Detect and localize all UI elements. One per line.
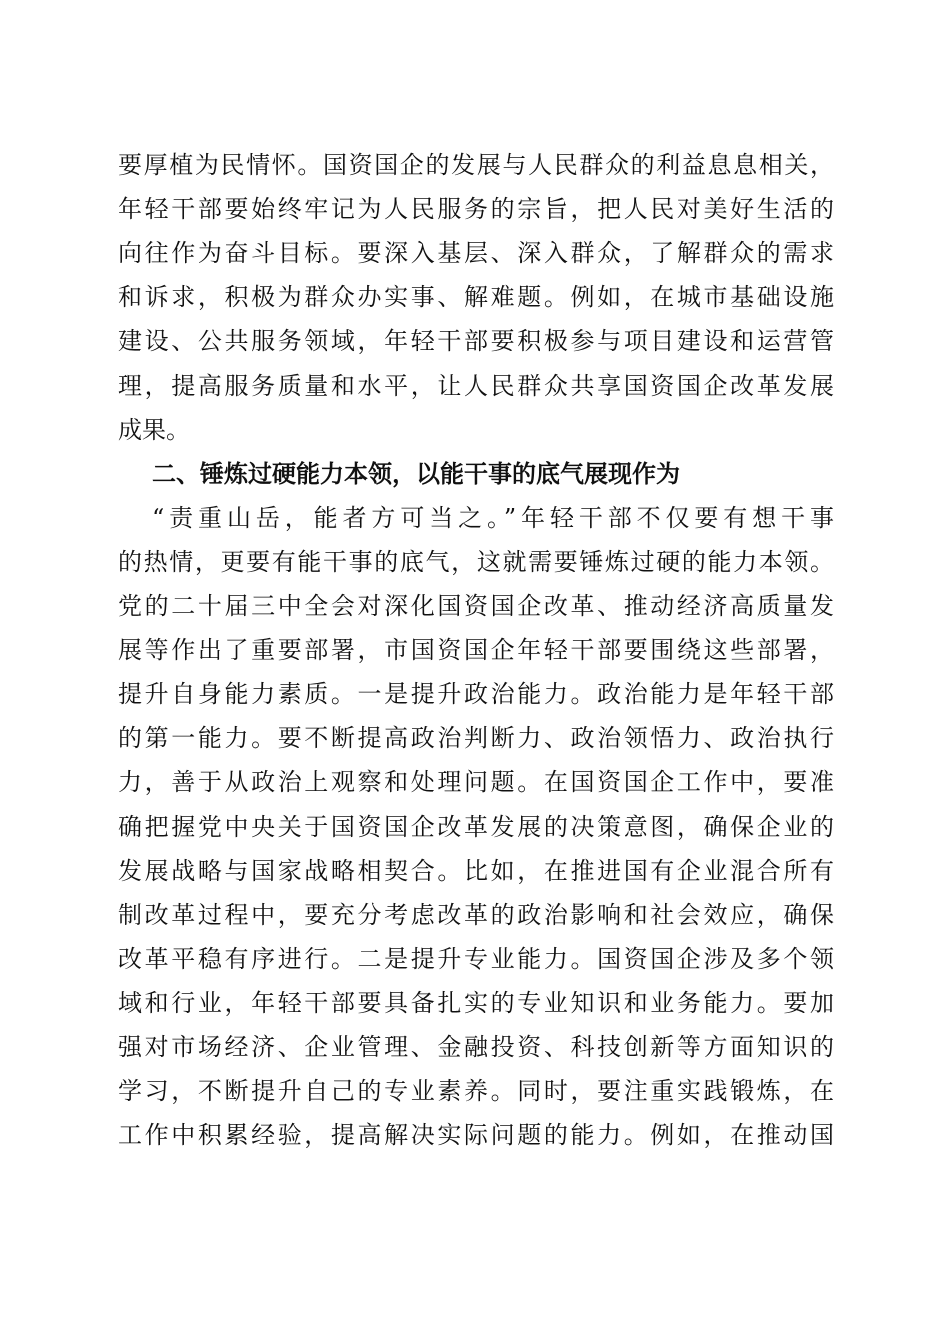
paragraph-line: 和诉求，积极为群众办实事、解难题。例如，在城市基础设施 [118,283,834,312]
paragraph-line: “责重山岳，能者方可当之。”年轻干部不仅要有想干事 [152,503,834,532]
paragraph-line: 的热情，更要有能干事的底气，这就需要锤炼过硬的能力本领。 [118,547,834,576]
paragraph-line: 党的二十届三中全会对深化国资国企改革、推动经济高质量发 [118,592,834,620]
paragraph-line: 成果。 [118,415,190,444]
paragraph-line: 改革平稳有序进行。二是提升专业能力。国资国企涉及多个领 [118,944,834,973]
paragraph-line: 确把握党中央关于国资国企改革发展的决策意图，确保企业的 [118,812,834,841]
paragraph-line: 年轻干部要始终牢记为人民服务的宗旨，把人民对美好生活的 [118,195,834,224]
paragraph-line: 理，提高服务质量和水平，让人民群众共享国资国企改革发展 [118,371,834,400]
paragraph-line: 力，善于从政治上观察和处理问题。在国资国企工作中，要准 [118,768,834,797]
paragraph-line: 展等作出了重要部署，市国资国企年轻干部要围绕这些部署， [118,636,834,665]
paragraph-line: 建设、公共服务领域，年轻干部要积极参与项目建设和运营管 [118,327,834,356]
paragraph-line: 域和行业，年轻干部要具备扎实的专业知识和业务能力。要加 [118,988,834,1017]
section-heading: 二、锤炼过硬能力本领，以能干事的底气展现作为 [152,459,680,488]
paragraph-line: 发展战略与国家战略相契合。比如，在推进国有企业混合所有 [118,856,834,885]
paragraph-line: 学习，不断提升自己的专业素养。同时，要注重实践锻炼，在 [118,1077,834,1106]
paragraph-line: 制改革过程中，要充分考虑改革的政治影响和社会效应，确保 [118,900,834,929]
paragraph-line: 强对市场经济、企业管理、金融投资、科技创新等方面知识的 [118,1033,834,1061]
paragraph-line: 的第一能力。要不断提高政治判断力、政治领悟力、政治执行 [118,724,834,753]
paragraph-line: 要厚植为民情怀。国资国企的发展与人民群众的利益息息相关， [118,151,834,179]
paragraph-line: 提升自身能力素质。一是提升政治能力。政治能力是年轻干部 [118,680,834,709]
paragraph-line: 向往作为奋斗目标。要深入基层、深入群众，了解群众的需求 [118,239,834,268]
paragraph-line: 工作中积累经验，提高解决实际问题的能力。例如，在推动国 [118,1121,834,1150]
